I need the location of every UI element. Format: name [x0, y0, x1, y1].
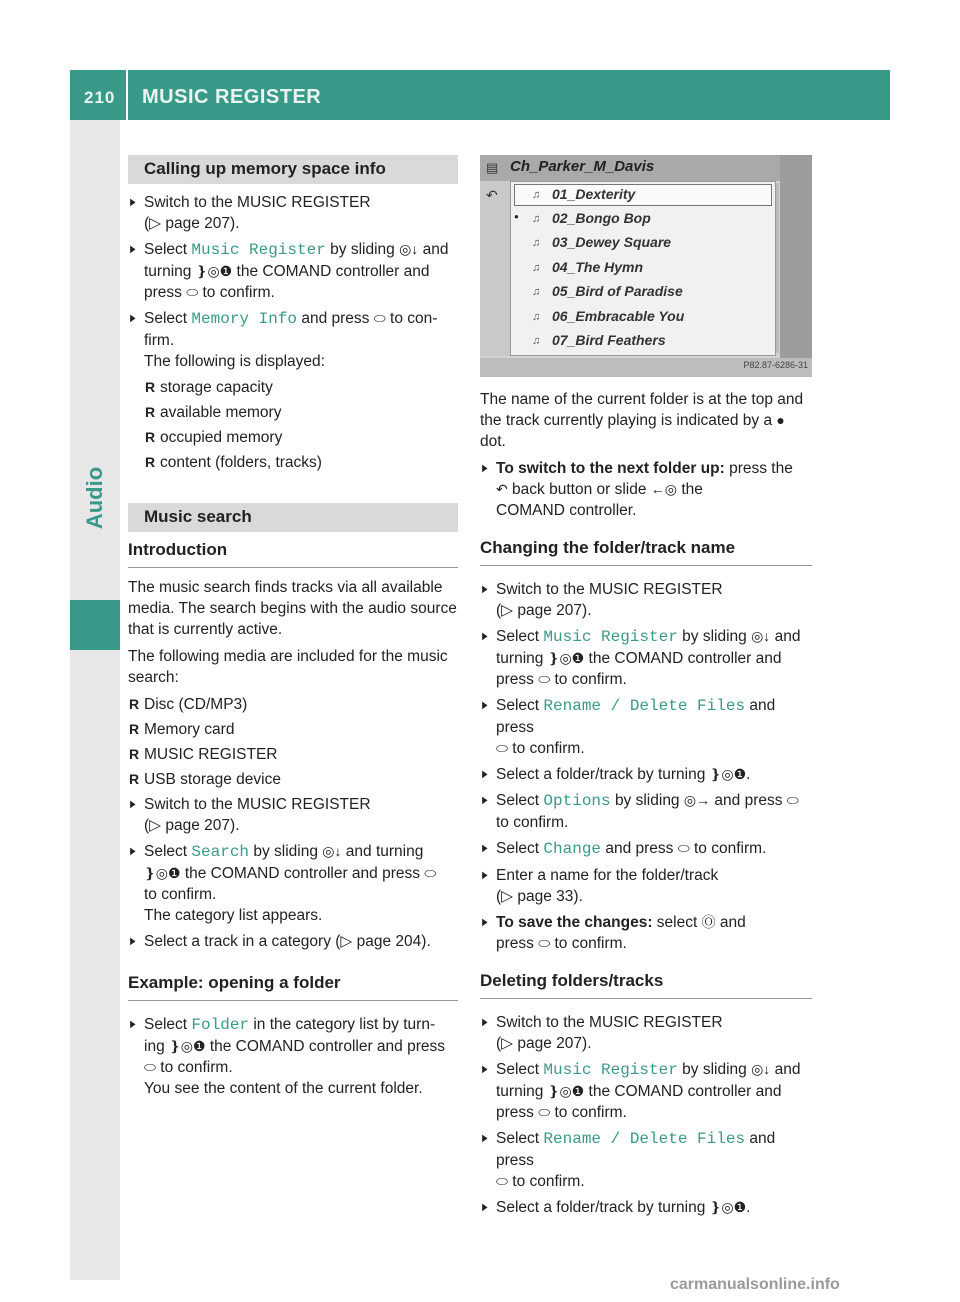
menu-item-label: Memory Info: [191, 310, 298, 328]
subheading-deleting: Deleting folders/tracks: [480, 971, 812, 999]
folder-icon: ▤: [486, 160, 499, 175]
note-icon: ♫: [532, 262, 541, 274]
turn-controller-icon: ❵◎❶: [709, 1199, 747, 1215]
press-controller-icon: ⬭: [538, 935, 551, 951]
display-left-panel: [480, 181, 510, 356]
press-controller-icon: ⬭: [496, 740, 508, 756]
page-title: MUSIC REGISTER: [142, 86, 322, 108]
turn-controller-icon: ❵◎❶: [169, 1038, 206, 1054]
figure-id: P82.87-6286-31: [743, 360, 808, 370]
menu-item-label: Rename / Delete Files: [543, 697, 746, 715]
menu-item-label: Rename / Delete Files: [543, 1130, 746, 1148]
track-item: 05_Bird of Paradise: [552, 283, 683, 299]
list-item: R available memory: [128, 402, 458, 423]
back-button-icon: ↶: [496, 481, 508, 497]
step: ▶ Select Rename / Delete Files and press ⬭ to confirm.: [480, 1128, 812, 1192]
subheading-changing: Changing the folder/track name: [480, 538, 812, 566]
press-controller-icon: ⬭: [496, 1173, 508, 1189]
slide-down-icon: ◎↓: [399, 241, 419, 257]
menu-item-label: Change: [543, 840, 602, 858]
note-icon: ♫: [532, 189, 541, 201]
paragraph: The following media are included for the music search:: [128, 648, 448, 686]
dot-icon: ●: [776, 412, 785, 428]
press-controller-icon: ⬭: [373, 310, 386, 326]
menu-item-label: Music Register: [191, 241, 326, 259]
track-item: 02_Bongo Bop: [552, 210, 651, 226]
track-item: 04_The Hymn: [552, 259, 644, 275]
step: ▶ Switch to the MUSIC REGISTER (▷ page 207).: [128, 192, 458, 234]
paragraph: The music search finds tracks via all available media. The search begins with the audio source that is currently active.: [128, 579, 457, 638]
page-header: [70, 70, 890, 120]
step: ▶ Select Folder in the category list by turn- ing ❵◎❶ the COMAND controller and press ⬭ to confirm. You see the content of the current folder.: [128, 1014, 458, 1099]
slide-left-icon: ←◎: [650, 481, 677, 497]
playing-dot-icon: ●: [514, 212, 519, 221]
press-controller-icon: ⬭: [786, 792, 799, 808]
slide-right-icon: ◎→: [683, 792, 711, 808]
step: ▶ Select a folder/track by turning ❵◎❶.: [480, 1197, 812, 1218]
side-tab-marker: [70, 600, 120, 650]
press-controller-icon: ⬭: [424, 865, 437, 881]
menu-item-label: Options: [543, 792, 611, 810]
step: ▶ Select Music Register by sliding ◎↓ and turning ❵◎❶ the COMAND controller and press ⬭ to confirm.: [480, 626, 812, 690]
track-item: 06_Embracable You: [552, 308, 685, 324]
list-item: R MUSIC REGISTER: [128, 744, 458, 765]
left-column: [128, 155, 458, 1104]
note-icon: ♫: [532, 286, 541, 298]
list-item: R occupied memory: [128, 427, 458, 448]
slide-down-icon: ◎↓: [322, 843, 342, 859]
menu-item-label: Folder: [191, 1016, 250, 1034]
step: ▶ Select Memory Info and press ⬭ to con- firm. The following is displayed:: [128, 308, 458, 372]
step: ▶ To save the changes: select Ⓞ and press ⬭ to confirm.: [480, 912, 812, 954]
list-item: R Disc (CD/MP3): [128, 694, 458, 715]
menu-item-label: Music Register: [543, 628, 678, 646]
note-icon: ♫: [532, 213, 541, 225]
page-number: 210: [84, 88, 116, 107]
section-heading-music-search: Music search: [128, 503, 458, 532]
step: ▶ Switch to the MUSIC REGISTER (▷ page 207).: [480, 1012, 812, 1054]
watermark: carmanualsonline.info: [670, 1276, 840, 1293]
step: ▶ Switch to the MUSIC REGISTER (▷ page 207).: [480, 579, 812, 621]
turn-controller-icon: ❵◎❶: [547, 1083, 585, 1099]
track-item: 03_Dewey Square: [552, 234, 672, 250]
header-divider: [126, 70, 128, 120]
list-item: R storage capacity: [128, 377, 458, 398]
list-item: R content (folders, tracks): [128, 452, 458, 473]
comand-display-screenshot: [480, 155, 812, 377]
ok-icon: Ⓞ: [701, 914, 716, 930]
track-item: 01_Dexterity: [552, 186, 636, 202]
right-column: [480, 389, 812, 1223]
menu-item-label: Search: [191, 843, 250, 861]
step: ▶ Select Music Register by sliding ◎↓ and turning ❵◎❶ the COMAND controller and press ⬭ to confirm.: [480, 1059, 812, 1123]
step: ▶ Select a track in a category (▷ page 204).: [128, 931, 458, 952]
side-tab: [70, 120, 120, 1280]
back-icon: ↶: [486, 187, 498, 203]
note-icon: ♫: [532, 335, 541, 347]
turn-controller-icon: ❵◎❶: [709, 766, 747, 782]
step: ▶ Select Options by sliding ◎→ and press ⬭ to confirm.: [480, 790, 812, 833]
step: ▶ Switch to the MUSIC REGISTER (▷ page 207).: [128, 794, 458, 836]
list-item: R Memory card: [128, 719, 458, 740]
press-controller-icon: ⬭: [144, 1059, 156, 1075]
section-heading-memory: Calling up memory space info: [128, 155, 458, 184]
subheading-example: Example: opening a folder: [128, 973, 458, 1001]
scrollbar: [776, 183, 779, 353]
turn-controller-icon: ❵◎❶: [195, 263, 233, 279]
note-icon: ♫: [532, 237, 541, 249]
step: ▶ Select Search by sliding ◎↓ and turning ❵◎❶ the COMAND controller and press ⬭ to confirm. The category list appears.: [128, 841, 458, 926]
step: ▶ Enter a name for the folder/track (▷ page 33).: [480, 865, 812, 907]
turn-controller-icon: ❵◎❶: [547, 650, 585, 666]
display-right-panel: [780, 155, 812, 377]
track-item: 07_Bird Feathers: [552, 332, 666, 348]
note-icon: ♫: [532, 311, 541, 323]
step: ▶ Select Music Register by sliding ◎↓ and turning ❵◎❶ the COMAND controller and press ⬭ to confirm.: [128, 239, 458, 303]
press-controller-icon: ⬭: [186, 284, 199, 300]
press-controller-icon: ⬭: [677, 840, 690, 856]
subheading-introduction: Introduction: [128, 540, 458, 568]
step: ▶ Select Change and press ⬭ to confirm.: [480, 838, 812, 860]
step: ▶ Select a folder/track by turning ❵◎❶.: [480, 764, 812, 785]
side-tab-label: Audio: [82, 466, 107, 530]
current-folder-name: Ch_Parker_M_Davis: [510, 158, 655, 175]
slide-down-icon: ◎↓: [751, 1061, 771, 1077]
paragraph: The name of the current folder is at the top and the track currently playing is indicated by a ● dot.: [480, 391, 804, 450]
press-controller-icon: ⬭: [538, 671, 551, 687]
press-controller-icon: ⬭: [538, 1104, 551, 1120]
slide-down-icon: ◎↓: [751, 628, 771, 644]
turn-controller-icon: ❵◎❶: [144, 865, 181, 881]
step: ▶ Select Rename / Delete Files and press ⬭ to confirm.: [480, 695, 812, 759]
step: ▶ To switch to the next folder up: press the ↶ back button or slide ←◎ the COMAND controller.: [480, 458, 812, 521]
menu-item-label: Music Register: [543, 1061, 678, 1079]
list-item: R USB storage device: [128, 769, 458, 790]
